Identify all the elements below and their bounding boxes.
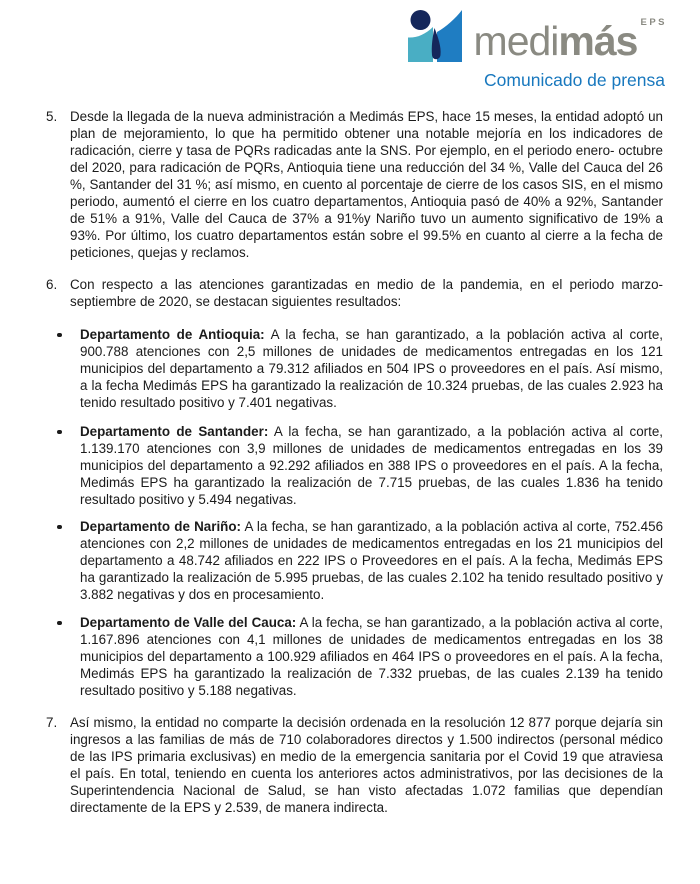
bullet-label: Departamento de Valle del Cauca:: [80, 615, 297, 631]
paragraph-text: Así mismo, la entidad no comparte la decisión ordenada en la resolución 12 877 porque dejaría sin ingresos a las familias de más de 710 colaboradores directos y 1.500 indirectos (personal médico de las IPS primaria exclusivas) en medio de la emergencia sanitaria por el Covid 19 que atraviesa el país. En total, teniendo en cuenta los anteriores actos administrativos, por las decisiones de la Superintendencia Nacional de Salud, se han visto afectadas 1.072 familias que dependían directamente de la EPS y 2.539, de manera indirecta.: [70, 715, 663, 816]
paragraph-text: Desde la llegada de la nueva administración a Medimás EPS, hace 15 meses, la entidad adoptó un plan de mejoramiento, lo que ha permitido obtener una notable mejoría en los indicadores de radicación, cierre y tasa de PQRs radicadas ante la SNS. Por ejemplo, en el periodo enero- octubre del 2020, para radicación de PQRs, Antioquia tiene una reducción del 34 %, Valle del Cauca del 26 %, Santander del 31 %; así mismo, en cuento al porcentaje de cierre de los casos SIS, en el mismo periodo, aumentó el cierre en los cuatro departamentos, Antioquia pasó de 40% a 92%, Santander de 51% a 91%, Valle del Cauca de 37% a 91%y Nariño tuvo un aumento significativo de 19% a 93%. Por último, los cuatro departamentos están sobre el 99.5% en cuanto al cierre a la fecha de peticiones, quejas y reclamos.: [70, 109, 663, 261]
bullet-icon: [57, 430, 62, 435]
numbered-paragraph-6: [0, 276, 700, 310]
bullet-text: [80, 423, 663, 508]
medimas-logo-icon: [408, 8, 466, 64]
bullet-label: Departamento de Antioquia:: [80, 327, 265, 343]
bullet-body: A la fecha, se han garantizado, a la población activa al corte, 900.788 atenciones con 2,5 millones de unidades de medicamentos entregadas en los 121 municipios del departamento a 79.312 afiliados en 504 IPS o proveedores en el país. Así mismo, a la fecha Medimás EPS ha garantizado la realización de 10.324 pruebas, de las cuales 2.923 ha tenido resultado positivo y 7.401 negativas.: [80, 327, 663, 411]
paragraph-number: 6.: [46, 277, 58, 293]
bullet-icon: [57, 621, 62, 626]
header: [0, 0, 700, 90]
bullet-label: Departamento de Santander:: [80, 424, 269, 440]
bullet-label: Departamento de Nariño:: [80, 519, 241, 535]
bullet-icon: [57, 525, 62, 530]
bullet-text: [80, 614, 663, 699]
bullet-antioquia: [0, 326, 700, 411]
bullet-santander: [0, 423, 700, 508]
wordmark-eps-superscript: EPS: [640, 17, 667, 28]
bullet-valle-del-cauca: [0, 614, 700, 699]
bullet-body: A la fecha, se han garantizado, a la población activa al corte, 1.139.170 atenciones con 3,9 millones de unidades de medicamentos entregadas en los 39 municipios del departamento a 92.292 afiliados en 388 IPS o proveedores en el país. A la fecha, Medimás EPS ha garantizado la realización de 7.715 pruebas, de las cuales 1.836 ha tenido resultado positivo y 5.494 negativas.: [80, 424, 663, 508]
paragraph-text: Con respecto a las atenciones garantizadas en medio de la pandemia, en el periodo marzo-septiembre de 2020, se destacan siguientes resultados:: [70, 277, 663, 310]
paragraph-number: 7.: [46, 715, 58, 731]
numbered-paragraph-7: [0, 714, 700, 816]
wordmark-regular: medi: [473, 18, 559, 64]
bullet-narino: [0, 518, 700, 603]
brand: [408, 8, 667, 64]
bullet-text: [80, 518, 663, 603]
wordmark-bold: más: [558, 18, 638, 64]
bullet-icon: [57, 333, 62, 338]
press-release-label: Comunicado de prensa: [484, 70, 665, 90]
document-body: [0, 108, 700, 816]
numbered-paragraph-5: [0, 108, 700, 261]
bullet-body: A la fecha, se han garantizado, a la población activa al corte, 1.167.896 atenciones con 4,1 millones de unidades de medicamentos entregadas en los 38 municipios del departamento a 100.929 afiliados en 464 IPS o proveedores en el país. A la fecha, Medimás EPS ha garantizado la realización de 7.332 pruebas, de las cuales 2.139 ha tenido resultado positivo y 5.188 negativas.: [80, 615, 663, 699]
medimas-wordmark: [474, 18, 667, 64]
paragraph-number: 5.: [46, 109, 58, 125]
bullet-body: A la fecha, se han garantizado, a la población activa al corte, 752.456 atenciones con 2,2 millones de unidades de medicamentos entregadas en los 21 municipios del departamento a 48.742 afiliados en 222 IPS o Proveedores en el país. A la fecha, Medimás EPS ha garantizado la realización de 5.995 pruebas, de las cuales 2.102 ha tenido resultado positivo y 3.882 negativas y dos en procesamiento.: [80, 519, 664, 603]
bullet-text: [80, 326, 663, 411]
